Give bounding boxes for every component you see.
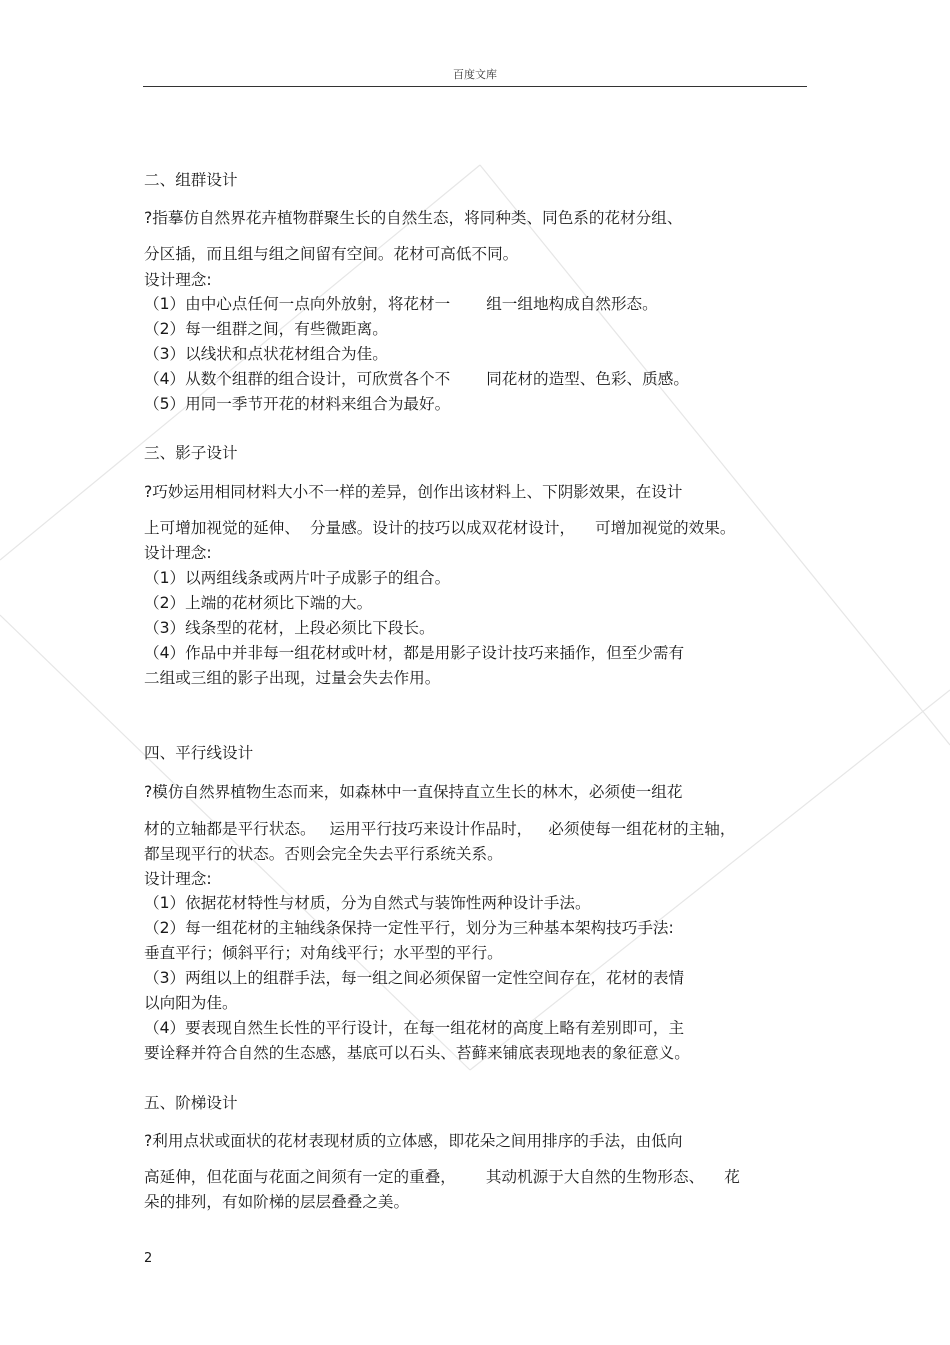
concept-item: （3）两组以上的组群手法，每一组之间必须保留一定性空间存在，花材的表情 [144,969,685,987]
header-divider [143,86,807,87]
intro-line: ?模仿自然界植物生态而来，如森林中一直保持直立生长的林木，必须使一组花 [144,783,683,801]
intro-line: 朵的排列，有如阶梯的层层叠叠之美。 [144,1193,410,1211]
concept-item: （3）线条型的花材，上段必须比下段长。 [144,619,435,637]
concept-label: 设计理念: [144,271,212,289]
concept-item: 要诠释并符合自然的生态感，基底可以石头、苔藓来铺底表现地表的象征意义。 [144,1044,690,1062]
concept-item: （5）用同一季节开花的材料来组合为最好。 [144,395,451,413]
concept-item [144,294,658,314]
intro-line [144,1167,740,1187]
concept-label: 设计理念: [144,870,212,888]
concept-label: 设计理念: [144,544,212,562]
intro-line: ?利用点状或面状的花材表现材质的立体感，即花朵之间用排序的手法，由低向 [144,1132,683,1150]
intro-line-part: 花 [724,1168,740,1186]
intro-line-part: 上可增加视觉的延伸、 [144,519,300,537]
watermark-line [470,690,950,1070]
concept-item-part: （4）从数个组群的组合设计，可欣赏各个不 [144,370,451,388]
page-header-title: 百度文库 [453,68,497,81]
concept-item: 垂直平行；倾斜平行；对角线平行；水平型的平行。 [144,944,503,962]
concept-item: （3）以线状和点状花材组合为佳。 [144,345,388,363]
section-heading: 五、阶梯设计 [144,1094,238,1112]
intro-line-part: 其动机源于大自然的生物形态、 [485,1168,705,1186]
concept-item [144,369,689,389]
section-heading: 四、平行线设计 [144,744,254,762]
concept-item-part: 同花材的造型、色彩、质感。 [486,370,689,388]
concept-item: （2）上端的花材须比下端的大。 [144,594,373,612]
intro-line: 都呈现平行的状态。否则会完全失去平行系统关系。 [144,845,503,863]
concept-item: （1）以两组线条或两片叶子成影子的组合。 [144,569,451,587]
concept-item-part: 组一组地构成自然形态。 [486,295,658,313]
intro-line-part: 高延伸，但花面与花面之间须有一定的重叠， [144,1168,456,1186]
concept-item: （4）要表现自然生长性的平行设计，在每一组花材的高度上略有差别即可，主 [144,1019,685,1037]
intro-line-part: 运用平行技巧来设计作品时， [329,820,533,838]
concept-item: （4）作品中并非每一组花材或叶材，都是用影子设计技巧来插作，但至少需有 [144,644,685,662]
intro-line [144,819,735,839]
intro-line-part: 可增加视觉的效果。 [595,519,736,537]
concept-item: （2）每一组花材的主轴线条保持一定性平行，划分为三种基本架构技巧手法: [144,919,674,937]
intro-line-part: 材的立轴都是平行状态。 [144,820,316,838]
section-heading: 二、组群设计 [144,171,238,189]
concept-item: 以向阳为佳。 [144,994,238,1012]
concept-item-part: （1）由中心点任何一点向外放射，将花材一 [144,295,451,313]
intro-line: 分区插，而且组与组之间留有空间。花材可高低不同。 [144,245,519,263]
section-heading: 三、影子设计 [144,444,238,462]
intro-line: ?巧妙运用相同材料大小不一样的差异，创作出该材料上、下阴影效果，在设计 [144,483,683,501]
intro-line-part: 分量感。设计的技巧以成双花材设计， [309,519,576,537]
intro-line-part: 必须使每一组花材的主轴， [548,820,736,838]
intro-line [144,518,735,538]
concept-item: （2）每一组群之间，有些微距离。 [144,320,388,338]
intro-line: ?指摹仿自然界花卉植物群聚生长的自然生态，将同种类、同色系的花材分组、 [144,209,683,227]
concept-item: 二组或三组的影子出现，过量会失去作用。 [144,669,441,687]
concept-item: （1）依据花材特性与材质，分为自然式与装饰性两种设计手法。 [144,894,591,912]
page-number: 2 [144,1251,153,1266]
